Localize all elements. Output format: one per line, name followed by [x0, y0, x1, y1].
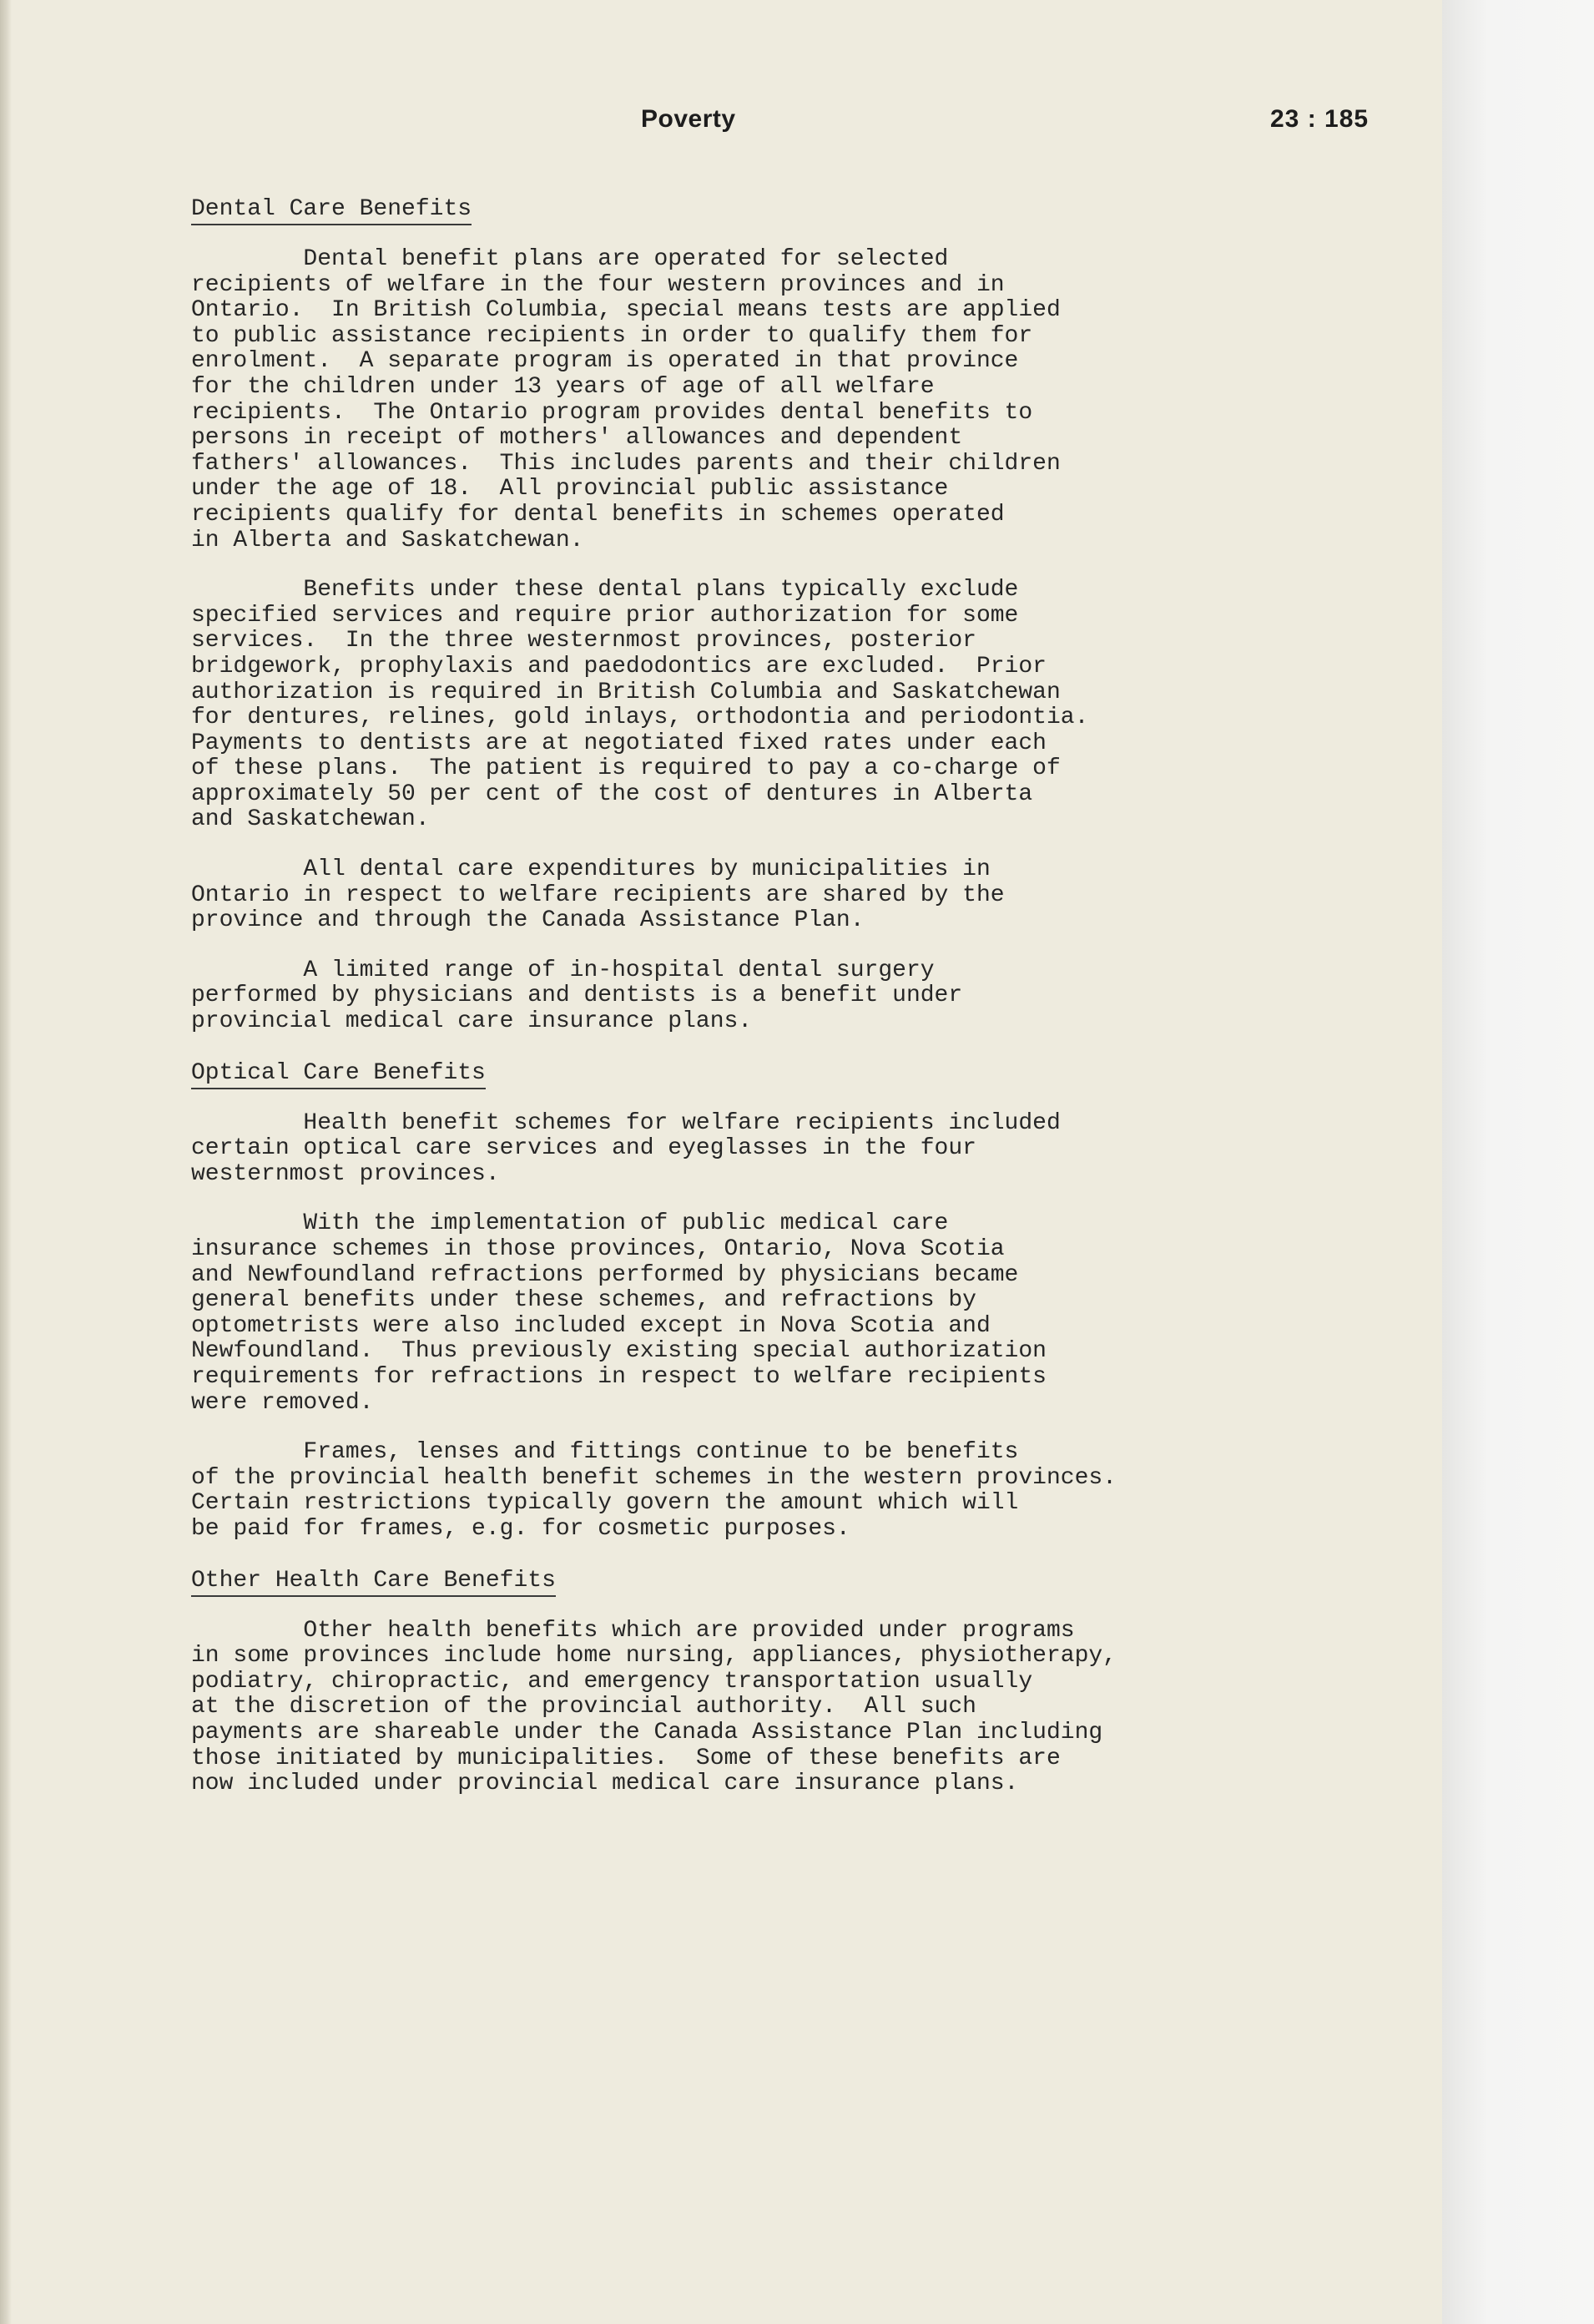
paragraph: A limited range of in-hospital dental surgery performed by physicians and dentists is a benefit under provincial medical care insurance plans.: [191, 957, 963, 1035]
paragraph: All dental care expenditures by municipalities in Ontario in respect to welfare recipients are shared by the province and through the Canada Assistance Plan.: [191, 856, 1005, 934]
page-number: 23 : 185: [1270, 105, 1370, 133]
page-binding-shadow: [0, 0, 12, 2324]
paragraph: Frames, lenses and fittings continue to be benefits of the provincial health benefit schemes in the western provinces. Certain restrictions typically govern the amount which will be paid for frames, e.g. for cosmetic purposes.: [191, 1439, 1117, 1542]
document-body: [191, 197, 1226, 1797]
section-heading-optical: Optical Care Benefits: [191, 1061, 486, 1089]
scan-margin: [1442, 0, 1594, 2324]
paragraph: Health benefit schemes for welfare recipients included certain optical care services and eyeglasses in the four westernmost provinces.: [191, 1109, 1061, 1187]
paragraph: Benefits under these dental plans typically exclude specified services and require prior authorization for some services. In the three westernmost provinces, posterior bridgework, prophylaxis and paedodontics are excluded. Prior authorization is required in British Columbia and Saskatchewan for dentures, relines, gold inlays, orthodontia and periodontia. Payments to dentists are at negotiated fixed rates under each of these plans. The patient is required to pay a co-charge of approximately 50 per cent of the cost of dentures in Alberta and Saskatchewan.: [191, 577, 1089, 833]
paragraph: Other health benefits which are provided under programs in some provinces include home nursing, appliances, physiotherapy, podiatry, chiropractic, and emergency transportation usually at the discretion of the provincial authority. All such payments are shareable under the Canada Assistance Plan including those initiated by municipalities. Some of these benefits are now included under provincial medical care insurance plans.: [191, 1617, 1117, 1797]
paragraph: With the implementation of public medical care insurance schemes in those provinces, Ontario, Nova Scotia and Newfoundland refractions performed by physicians became general benefits under these schemes, and refractions by optometrists were also included except in Nova Scotia and Newfoundland. Thus previously existing special authorization requirements for refractions in respect to welfare recipients were removed.: [191, 1210, 1047, 1416]
section-heading-other: Other Health Care Benefits: [191, 1569, 556, 1597]
running-head: Poverty: [641, 105, 736, 133]
paragraph: Dental benefit plans are operated for selected recipients of welfare in the four western provinces and in Ontario. In British Columbia, special means tests are applied to public assistance recipients in order to qualify them for enrolment. A separate program is operated in that province for the children under 13 years of age of all welfare recipients. The Ontario program provides dental benefits to persons in receipt of mothers' allowances and dependent fathers' allowances. This includes parents and their children under the age of 18. All provincial public assistance recipients qualify for dental benefits in schemes operated in Alberta and Saskatchewan.: [191, 246, 1061, 553]
section-heading-dental: Dental Care Benefits: [191, 197, 472, 225]
